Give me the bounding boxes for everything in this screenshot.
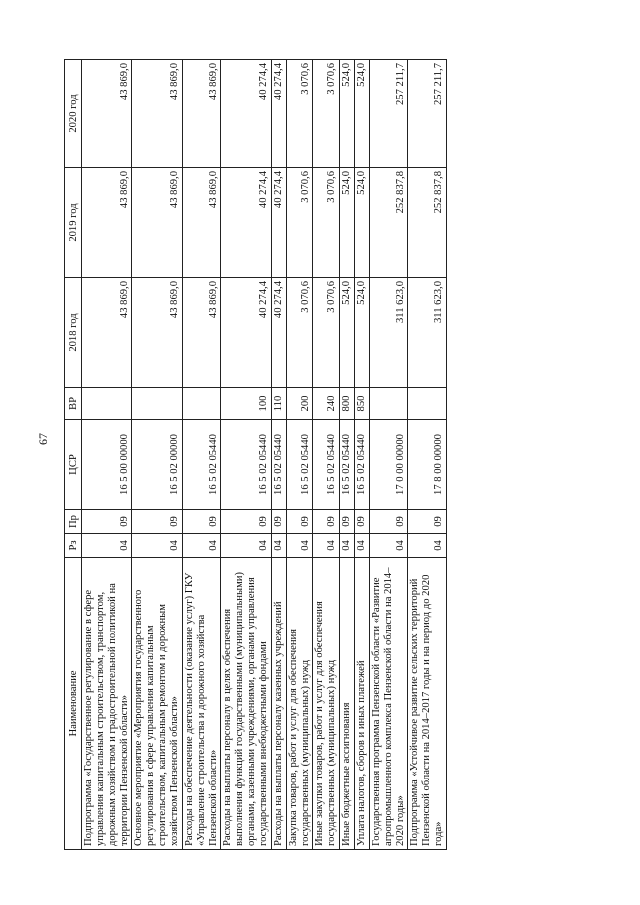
cell-y2019: 252 837,8 [369, 168, 408, 278]
table-row [286, 60, 313, 850]
page-number: 67 [36, 433, 50, 445]
cell-y2019: 43 869,0 [132, 168, 182, 278]
table-row [221, 60, 271, 850]
cell-name: Государственная программа Пензенской области «Развитие агропромышленного комплекса Пензенской области на 2014–2020 годы» [369, 558, 408, 850]
cell-y2020: 3 070,6 [286, 60, 313, 168]
cell-y2020: 40 274,4 [271, 60, 286, 168]
cell-name: Иные закупки товаров, работ и услуг для обеспечения государственных (муниципальных) нужд [313, 558, 340, 850]
cell-vr: 240 [313, 388, 340, 420]
rotated-table-container [64, 59, 447, 850]
cell-pr: 09 [408, 510, 447, 534]
cell-y2020: 43 869,0 [82, 60, 132, 168]
cell-pr: 09 [182, 510, 221, 534]
cell-vr: 800 [340, 388, 355, 420]
cell-csr: 16 5 00 00000 [82, 420, 132, 510]
col-header-csr: ЦСР [65, 420, 82, 510]
table-header-row [65, 60, 82, 850]
cell-vr: 850 [355, 388, 370, 420]
cell-vr [369, 388, 408, 420]
cell-vr: 100 [221, 388, 271, 420]
col-header-vr: ВР [65, 388, 82, 420]
cell-pr: 09 [221, 510, 271, 534]
cell-y2018: 40 274,4 [271, 278, 286, 388]
cell-y2018: 3 070,6 [286, 278, 313, 388]
cell-vr: 110 [271, 388, 286, 420]
cell-rz: 04 [182, 534, 221, 558]
cell-rz: 04 [408, 534, 447, 558]
cell-y2020: 40 274,4 [221, 60, 271, 168]
cell-rz: 04 [355, 534, 370, 558]
cell-rz: 04 [132, 534, 182, 558]
cell-csr: 16 5 02 00000 [132, 420, 182, 510]
cell-vr [182, 388, 221, 420]
cell-pr: 09 [355, 510, 370, 534]
table-row [408, 60, 447, 850]
cell-y2020: 257 211,7 [408, 60, 447, 168]
table-row [369, 60, 408, 850]
cell-y2018: 43 869,0 [182, 278, 221, 388]
cell-y2018: 43 869,0 [82, 278, 132, 388]
cell-name: Подпрограмма «Государственное регулирование в сфере управления капитальным строительством, транспортом, дорожным хозяйством и градостроительной политикой на территории Пензенской области» [82, 558, 132, 850]
cell-y2019: 40 274,4 [221, 168, 271, 278]
cell-pr: 09 [286, 510, 313, 534]
cell-y2020: 3 070,6 [313, 60, 340, 168]
cell-vr [408, 388, 447, 420]
table-row [313, 60, 340, 850]
col-header-2018: 2018 год [65, 278, 82, 388]
cell-rz: 04 [221, 534, 271, 558]
cell-y2020: 257 211,7 [369, 60, 408, 168]
cell-name: Расходы на обеспечение деятельности (оказание услуг) ГКУ «Управление строительства и дорожного хозяйства Пензенской области» [182, 558, 221, 850]
cell-csr: 16 5 02 05440 [340, 420, 355, 510]
cell-name: Подпрограмма «Устойчивое развитие сельских территорий Пензенской области на 2014–2017 годы и на период до 2020 года» [408, 558, 447, 850]
cell-y2019: 524,0 [355, 168, 370, 278]
cell-vr: 200 [286, 388, 313, 420]
cell-name: Расходы на выплаты персоналу в целях обеспечения выполнения функций государственными (муниципальными) органами, казенными учреждениями, органами управления государственными внебюджетными фондами [221, 558, 271, 850]
cell-y2018: 311 623,0 [369, 278, 408, 388]
cell-pr: 09 [271, 510, 286, 534]
cell-name: Основное мероприятие «Мероприятия государственного регулирования в сфере управления капитальным строительством, капитальным ремонтом и дорожным хозяйством Пензенской области» [132, 558, 182, 850]
cell-y2018: 311 623,0 [408, 278, 447, 388]
cell-csr: 16 5 02 05440 [286, 420, 313, 510]
cell-vr [132, 388, 182, 420]
cell-csr: 17 0 00 00000 [369, 420, 408, 510]
cell-y2018: 40 274,4 [221, 278, 271, 388]
cell-csr: 16 5 02 05440 [355, 420, 370, 510]
cell-name: Иные бюджетные ассигнования [340, 558, 355, 850]
cell-pr: 09 [82, 510, 132, 534]
cell-pr: 09 [340, 510, 355, 534]
cell-y2019: 524,0 [340, 168, 355, 278]
cell-csr: 16 5 02 05440 [221, 420, 271, 510]
cell-y2019: 43 869,0 [82, 168, 132, 278]
cell-y2019: 3 070,6 [286, 168, 313, 278]
table-body [82, 60, 447, 850]
cell-csr: 16 5 02 05440 [182, 420, 221, 510]
cell-y2018: 524,0 [355, 278, 370, 388]
cell-rz: 04 [82, 534, 132, 558]
cell-y2019: 3 070,6 [313, 168, 340, 278]
cell-rz: 04 [369, 534, 408, 558]
table-row [132, 60, 182, 850]
cell-y2018: 3 070,6 [313, 278, 340, 388]
cell-y2019: 252 837,8 [408, 168, 447, 278]
cell-rz: 04 [286, 534, 313, 558]
cell-vr [82, 388, 132, 420]
cell-y2019: 40 274,4 [271, 168, 286, 278]
cell-name: Закупка товаров, работ и услуг для обеспечения государственных (муниципальных) нужд [286, 558, 313, 850]
cell-y2020: 524,0 [355, 60, 370, 168]
col-header-name: Наименование [65, 558, 82, 850]
table-row [271, 60, 286, 850]
cell-rz: 04 [313, 534, 340, 558]
table-row [340, 60, 355, 850]
cell-y2020: 524,0 [340, 60, 355, 168]
cell-y2020: 43 869,0 [132, 60, 182, 168]
cell-pr: 09 [132, 510, 182, 534]
cell-rz: 04 [340, 534, 355, 558]
cell-name: Расходы на выплаты персоналу казенных учреждений [271, 558, 286, 850]
cell-csr: 17 8 00 00000 [408, 420, 447, 510]
table-row [82, 60, 132, 850]
cell-y2020: 43 869,0 [182, 60, 221, 168]
col-header-pr: Пр [65, 510, 82, 534]
cell-y2019: 43 869,0 [182, 168, 221, 278]
cell-name: Уплата налогов, сборов и иных платежей [355, 558, 370, 850]
col-header-rz: Рз [65, 534, 82, 558]
table-row [355, 60, 370, 850]
budget-table [64, 59, 447, 850]
cell-pr: 09 [369, 510, 408, 534]
cell-csr: 16 5 02 05440 [271, 420, 286, 510]
col-header-2020: 2020 год [65, 60, 82, 168]
cell-pr: 09 [313, 510, 340, 534]
cell-y2018: 43 869,0 [132, 278, 182, 388]
cell-rz: 04 [271, 534, 286, 558]
cell-csr: 16 5 02 05440 [313, 420, 340, 510]
cell-y2018: 524,0 [340, 278, 355, 388]
col-header-2019: 2019 год [65, 168, 82, 278]
table-row [182, 60, 221, 850]
